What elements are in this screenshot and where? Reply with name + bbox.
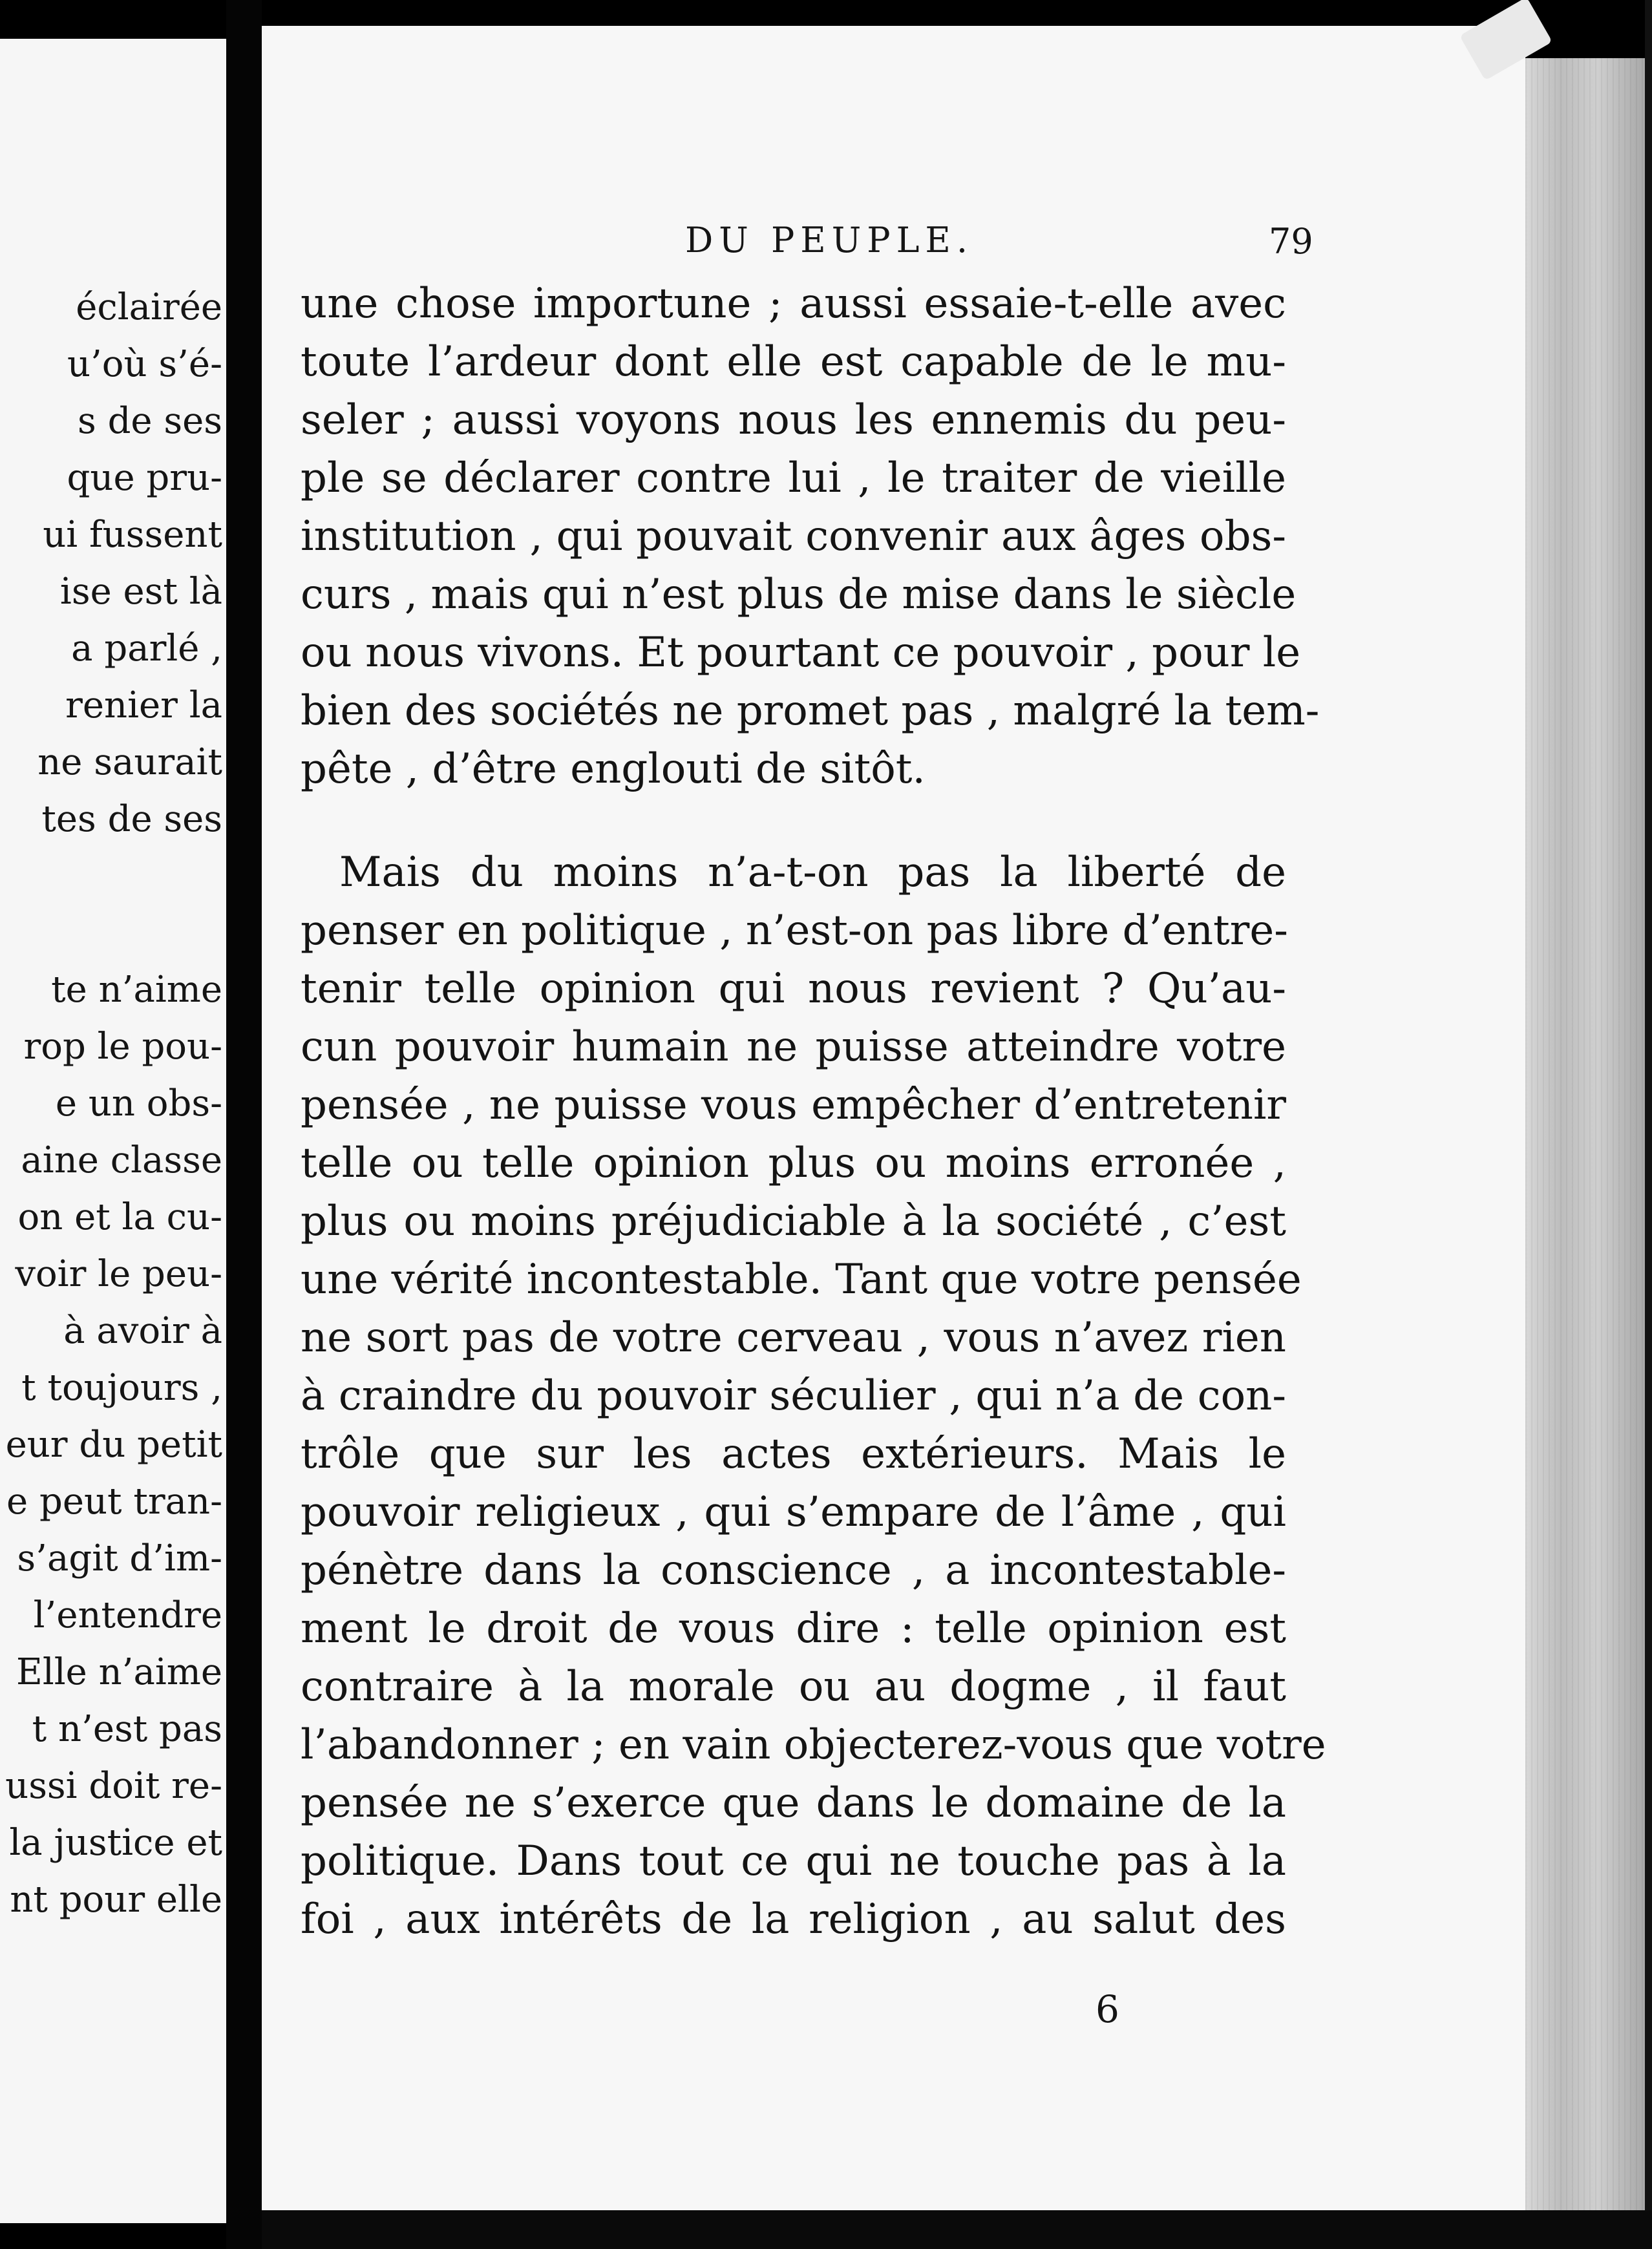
facing-page-line: ise est là <box>59 571 222 613</box>
text-line: ou nous vivons. Et pourtant ce pouvoir , pour le <box>301 629 1301 677</box>
facing-page-line: la justice et <box>9 1822 222 1864</box>
facing-page-line: s de ses <box>78 400 222 442</box>
signature-mark: 6 <box>1096 1987 1119 2031</box>
text-line: pouvoir religieux , qui s’empare de l’âme , qui <box>301 1488 1286 1536</box>
text-line: bien des sociétés ne promet pas , malgré la tem- <box>301 687 1320 735</box>
facing-page-line: voir le peu- <box>15 1253 222 1295</box>
facing-page-line: à avoir à <box>63 1310 222 1352</box>
text-line: l’abandonner ; en vain objecterez-vous que votre <box>301 1721 1326 1769</box>
facing-page-line: ui fussent <box>43 514 222 556</box>
running-title: DU PEUPLE. <box>685 220 974 260</box>
facing-page-line: ussi doit re- <box>5 1765 222 1807</box>
page-header <box>262 220 1525 271</box>
text-line: ple se déclarer contre lui , le traiter de vieille <box>301 454 1286 502</box>
text-line: pénètre dans la conscience , a incontestable- <box>301 1547 1286 1594</box>
text-line: tenir telle opinion qui nous revient ? Qu’au- <box>301 965 1286 1013</box>
book-page <box>262 26 1525 2210</box>
text-line: pête , d’être englouti de sitôt. <box>301 745 926 793</box>
text-line: contraire à la morale ou au dogme , il faut <box>301 1663 1286 1711</box>
facing-page-line: u’où s’é- <box>67 343 222 385</box>
facing-page-line: t toujours , <box>21 1367 222 1409</box>
text-line: à craindre du pouvoir séculier , qui n’a de con- <box>301 1372 1286 1420</box>
text-line: une vérité incontestable. Tant que votre pensée <box>301 1256 1302 1304</box>
scan-border-right <box>1645 0 1652 2249</box>
facing-page-line: nt pour elle <box>10 1879 222 1921</box>
text-line: pensée ne s’exerce que dans le domaine de la <box>301 1779 1286 1827</box>
facing-page-line: ne saurait <box>37 741 222 783</box>
facing-page <box>0 39 226 2223</box>
text-line: Mais du moins n’a-t-on pas la liberté de <box>339 849 1286 896</box>
page-block-edge-lines <box>1525 58 1645 2236</box>
text-line: ment le droit de vous dire : telle opinion est <box>301 1605 1286 1652</box>
facing-page-line: on et la cu- <box>17 1196 222 1238</box>
text-line: toute l’ardeur dont elle est capable de le mu- <box>301 338 1286 386</box>
text-line: cun pouvoir humain ne puisse atteindre votre <box>301 1023 1286 1071</box>
facing-page-line: a parlé , <box>71 628 222 670</box>
facing-page-line: te n’aime <box>51 969 222 1011</box>
text-line: foi , aux intérêts de la religion , au salut des <box>301 1895 1286 1943</box>
text-line: seler ; aussi voyons nous les ennemis du peu- <box>301 396 1286 444</box>
page-number: 79 <box>1269 221 1313 262</box>
facing-page-line: éclairée <box>76 286 222 328</box>
text-line: curs , mais qui n’est plus de mise dans le siècle <box>301 571 1297 618</box>
facing-page-line: Elle n’aime <box>16 1651 222 1693</box>
facing-page-line: l’entendre <box>33 1594 222 1636</box>
text-line: institution , qui pouvait convenir aux âges obs- <box>301 512 1286 560</box>
facing-page-line: renier la <box>65 684 222 726</box>
facing-page-line: s’agit d’im- <box>17 1537 222 1579</box>
text-line: politique. Dans tout ce qui ne touche pas à la <box>301 1837 1286 1885</box>
facing-page-line: t n’est pas <box>32 1708 222 1750</box>
facing-page-line: eur du petit <box>5 1424 222 1466</box>
text-line: ne sort pas de votre cerveau , vous n’avez rien <box>301 1314 1286 1362</box>
facing-page-line: e peut tran- <box>6 1481 222 1523</box>
text-line: pensée , ne puisse vous empêcher d’entretenir <box>301 1081 1286 1129</box>
scan-border-bottom <box>262 2210 1652 2249</box>
text-line: penser en politique , n’est-on pas libre d’entre- <box>301 907 1288 955</box>
facing-page-line: tes de ses <box>41 798 222 840</box>
text-line: trôle que sur les actes extérieurs. Mais le <box>301 1430 1286 1478</box>
text-line: telle ou telle opinion plus ou moins erronée , <box>301 1139 1286 1187</box>
facing-page-line: e un obs- <box>55 1082 222 1124</box>
facing-page-line: rop le pou- <box>23 1026 222 1068</box>
text-line: une chose importune ; aussi essaie-t-elle avec <box>301 280 1286 328</box>
facing-page-line: aine classe <box>21 1139 222 1181</box>
facing-page-line: que pru- <box>67 457 222 499</box>
book-gutter <box>226 0 262 2249</box>
text-line: plus ou moins préjudiciable à la société , c’est <box>301 1198 1286 1245</box>
